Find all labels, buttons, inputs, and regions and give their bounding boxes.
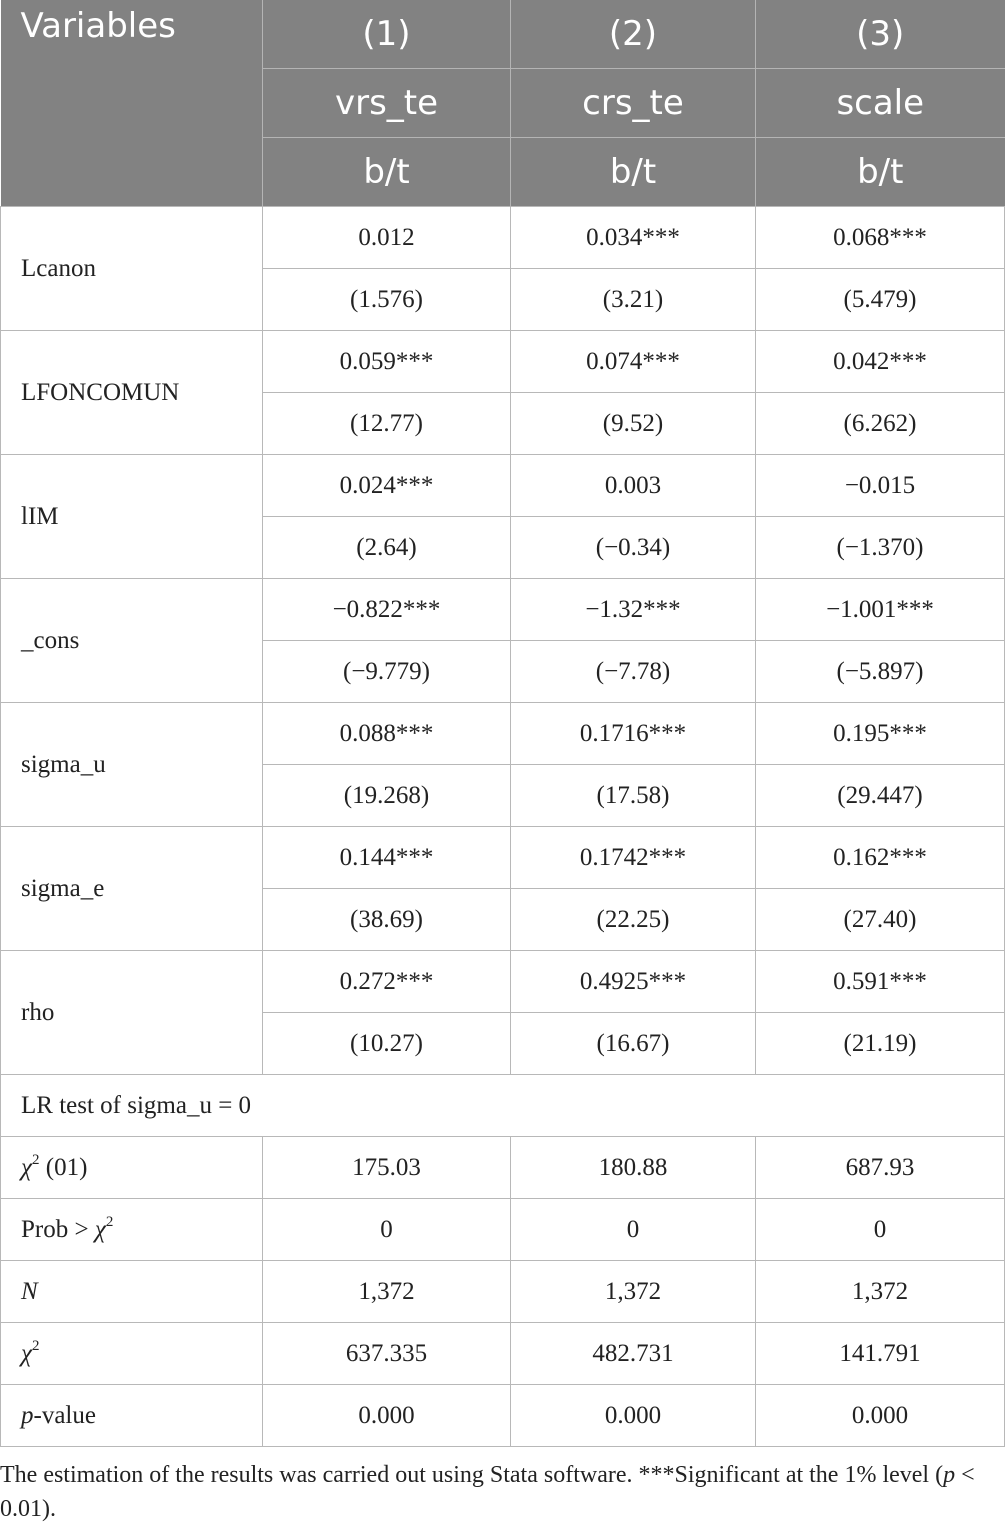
t-stat-cell: (−5.897): [756, 641, 1005, 703]
chi2-row: [1, 1323, 1005, 1385]
stat-cell: 482.731: [511, 1323, 756, 1385]
coef-cell: 0.068***: [756, 207, 1005, 269]
pvalue-row: [1, 1385, 1005, 1447]
prob-label: [1, 1199, 263, 1261]
coef-cell: −1.001***: [756, 579, 1005, 641]
t-stat-cell: (16.67): [511, 1013, 756, 1075]
variables-header: Variables: [1, 0, 263, 207]
column-stat-2: b/t: [511, 138, 756, 207]
prob-row: [1, 1199, 1005, 1261]
coef-cell: 0.1742***: [511, 827, 756, 889]
t-stat-cell: (19.268): [263, 765, 511, 827]
t-stat-cell: (−0.34): [511, 517, 756, 579]
p-symbol: p: [21, 1401, 34, 1429]
t-stat-cell: (9.52): [511, 393, 756, 455]
variable-name: sigma_e: [1, 827, 263, 951]
t-stat-cell: (−9.779): [263, 641, 511, 703]
table-body: [1, 207, 1005, 1447]
t-stat-cell: (10.27): [263, 1013, 511, 1075]
variable-name: LFONCOMUN: [1, 331, 263, 455]
pvalue-label: [1, 1385, 263, 1447]
column-stat-1: b/t: [263, 138, 511, 207]
t-stat-cell: (3.21): [511, 269, 756, 331]
stat-cell: 1,372: [511, 1261, 756, 1323]
t-stat-cell: (6.262): [756, 393, 1005, 455]
coef-cell: 0.272***: [263, 951, 511, 1013]
coef-row: [1, 827, 1005, 889]
label-prefix: Prob >: [21, 1215, 95, 1243]
coef-cell: 0.042***: [756, 331, 1005, 393]
stat-cell: 175.03: [263, 1137, 511, 1199]
coef-cell: 0.4925***: [511, 951, 756, 1013]
coef-cell: 0.034***: [511, 207, 756, 269]
table-header: [1, 0, 1005, 207]
chi-symbol: χ: [21, 1153, 32, 1181]
footnote-p: p: [943, 1462, 956, 1488]
n-label: N: [1, 1261, 263, 1323]
coef-cell: 0.059***: [263, 331, 511, 393]
column-number-3: (3): [756, 0, 1005, 69]
coef-cell: −0.015: [756, 455, 1005, 517]
stat-cell: 1,372: [756, 1261, 1005, 1323]
variable-name: Lcanon: [1, 207, 263, 331]
column-number-1: (1): [263, 0, 511, 69]
stat-cell: 637.335: [263, 1323, 511, 1385]
chi-symbol: χ: [21, 1339, 32, 1367]
footnote-tail: < 0.01).: [0, 1462, 975, 1522]
coef-row: [1, 579, 1005, 641]
coef-row: [1, 951, 1005, 1013]
superscript: 2: [32, 1337, 40, 1354]
stat-cell: 687.93: [756, 1137, 1005, 1199]
t-stat-cell: (27.40): [756, 889, 1005, 951]
chi2-label: [1, 1323, 263, 1385]
t-stat-cell: (29.447): [756, 765, 1005, 827]
coef-cell: 0.024***: [263, 455, 511, 517]
t-stat-cell: (1.576): [263, 269, 511, 331]
t-stat-cell: (5.479): [756, 269, 1005, 331]
chi2-01-label: [1, 1137, 263, 1199]
chi2-01-row: [1, 1137, 1005, 1199]
lr-test-row: [1, 1075, 1005, 1137]
t-stat-cell: (38.69): [263, 889, 511, 951]
variable-name: lIM: [1, 455, 263, 579]
stat-cell: 0.000: [263, 1385, 511, 1447]
stat-cell: 0.000: [756, 1385, 1005, 1447]
t-stat-cell: (22.25): [511, 889, 756, 951]
superscript: 2: [105, 1213, 114, 1230]
column-name-1: vrs_te: [263, 69, 511, 138]
table-footnote: [0, 1458, 990, 1526]
coef-row: [1, 331, 1005, 393]
t-stat-cell: (−7.78): [511, 641, 756, 703]
variable-name: rho: [1, 951, 263, 1075]
coef-cell: 0.088***: [263, 703, 511, 765]
stat-cell: 0.000: [511, 1385, 756, 1447]
coef-cell: 0.074***: [511, 331, 756, 393]
coef-cell: 0.144***: [263, 827, 511, 889]
t-stat-cell: (21.19): [756, 1013, 1005, 1075]
coef-cell: −1.32***: [511, 579, 756, 641]
stat-cell: 0: [263, 1199, 511, 1261]
stat-cell: 141.791: [756, 1323, 1005, 1385]
stat-cell: 0: [511, 1199, 756, 1261]
header-row-numbers: [1, 0, 1005, 69]
label-suffix: -value: [33, 1401, 96, 1429]
coef-cell: −0.822***: [263, 579, 511, 641]
label-suffix: (01): [39, 1153, 88, 1181]
t-stat-cell: (17.58): [511, 765, 756, 827]
coef-row: [1, 703, 1005, 765]
t-stat-cell: (12.77): [263, 393, 511, 455]
stat-cell: 1,372: [263, 1261, 511, 1323]
coef-cell: 0.591***: [756, 951, 1005, 1013]
column-stat-3: b/t: [756, 138, 1005, 207]
coef-cell: 0.003: [511, 455, 756, 517]
column-name-3: scale: [756, 69, 1005, 138]
footnote-text: The estimation of the results was carried out using Stata software. ***Significant at the 1% level (: [0, 1462, 944, 1488]
column-name-2: crs_te: [511, 69, 756, 138]
stat-cell: 180.88: [511, 1137, 756, 1199]
lr-test-label: LR test of sigma_u = 0: [1, 1075, 1005, 1137]
superscript: 2: [32, 1151, 40, 1168]
coef-row: [1, 207, 1005, 269]
chi-symbol: χ: [94, 1215, 106, 1243]
coef-cell: 0.1716***: [511, 703, 756, 765]
n-row: [1, 1261, 1005, 1323]
t-stat-cell: (2.64): [263, 517, 511, 579]
coef-row: [1, 455, 1005, 517]
coef-cell: 0.162***: [756, 827, 1005, 889]
variable-name: sigma_u: [1, 703, 263, 827]
coef-cell: 0.195***: [756, 703, 1005, 765]
variable-name: _cons: [1, 579, 263, 703]
column-number-2: (2): [511, 0, 756, 69]
t-stat-cell: (−1.370): [756, 517, 1005, 579]
coef-cell: 0.012: [263, 207, 511, 269]
stat-cell: 0: [756, 1199, 1005, 1261]
